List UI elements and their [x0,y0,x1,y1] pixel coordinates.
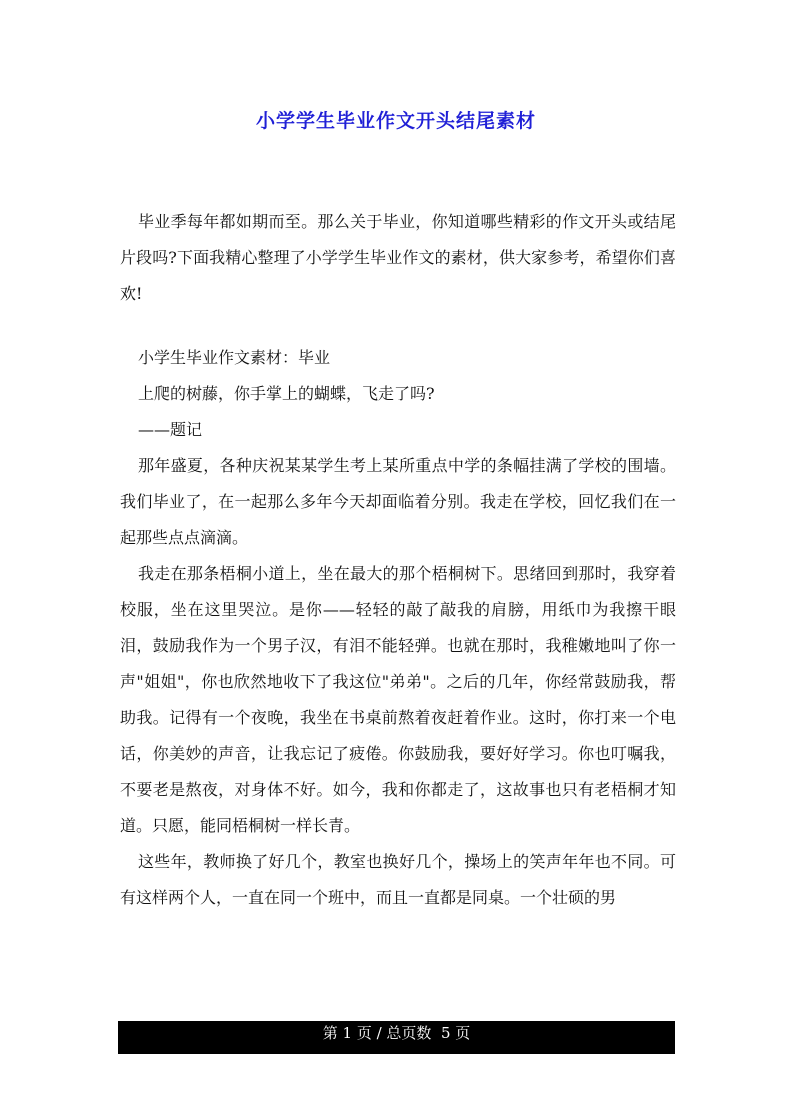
section-heading: 小学生毕业作文素材：毕业 [138,348,331,367]
epigraph-line: 上爬的树藤，你手掌上的蝴蝶，飞走了吗? [138,384,435,403]
page-number-text: 第 1 页 / 总页数 5 页 [322,1024,471,1042]
page-title: 小学学生毕业作文开头结尾素材 [255,110,536,132]
document-body [120,204,676,916]
intro-paragraph: 毕业季每年都如期而至。那么关于毕业，你知道哪些精彩的作文开头或结尾片段吗?下面我精心整理了小学学生毕业作文的素材，供大家参考，希望你们喜欢! [120,212,676,303]
body-paragraph: 那年盛夏，各种庆祝某某学生考上某所重点中学的条幅挂满了学校的围墙。我们毕业了，在一起那么多年今天却面临着分别。我走在学校，回忆我们在一起那些点点滴滴。 [120,456,676,547]
body-paragraph: 这些年，教师换了好几个，教室也换好几个，操场上的笑声年年也不同。可有这样两个人，一直在同一个班中，而且一直都是同桌。一个壮硕的男 [120,852,676,907]
page-footer [118,1021,675,1054]
epigraph-attribution: ——题记 [138,420,203,439]
body-paragraph: 我走在那条梧桐小道上，坐在最大的那个梧桐树下。思绪回到那时，我穿着校服，坐在这里哭泣。是你——轻轻的敲了敲我的肩膀，用纸巾为我擦干眼泪，鼓励我作为一个男子汉，有泪不能轻弹。也就在那时，我稚嫩地叫了你一声"姐姐"，你也欣然地收下了我这位"弟弟"。之后的几年，你经常鼓励我，帮助我。记得有一个夜晚，我坐在书桌前熬着夜赶着作业。这时，你打来一个电话，你美妙的声音，让我忘记了疲倦。你鼓励我，要好好学习。你也叮嘱我，不要老是熬夜，对身体不好。如今，我和你都走了，这故事也只有老梧桐才知道。只愿，能同梧桐树一样长青。 [120,564,676,835]
